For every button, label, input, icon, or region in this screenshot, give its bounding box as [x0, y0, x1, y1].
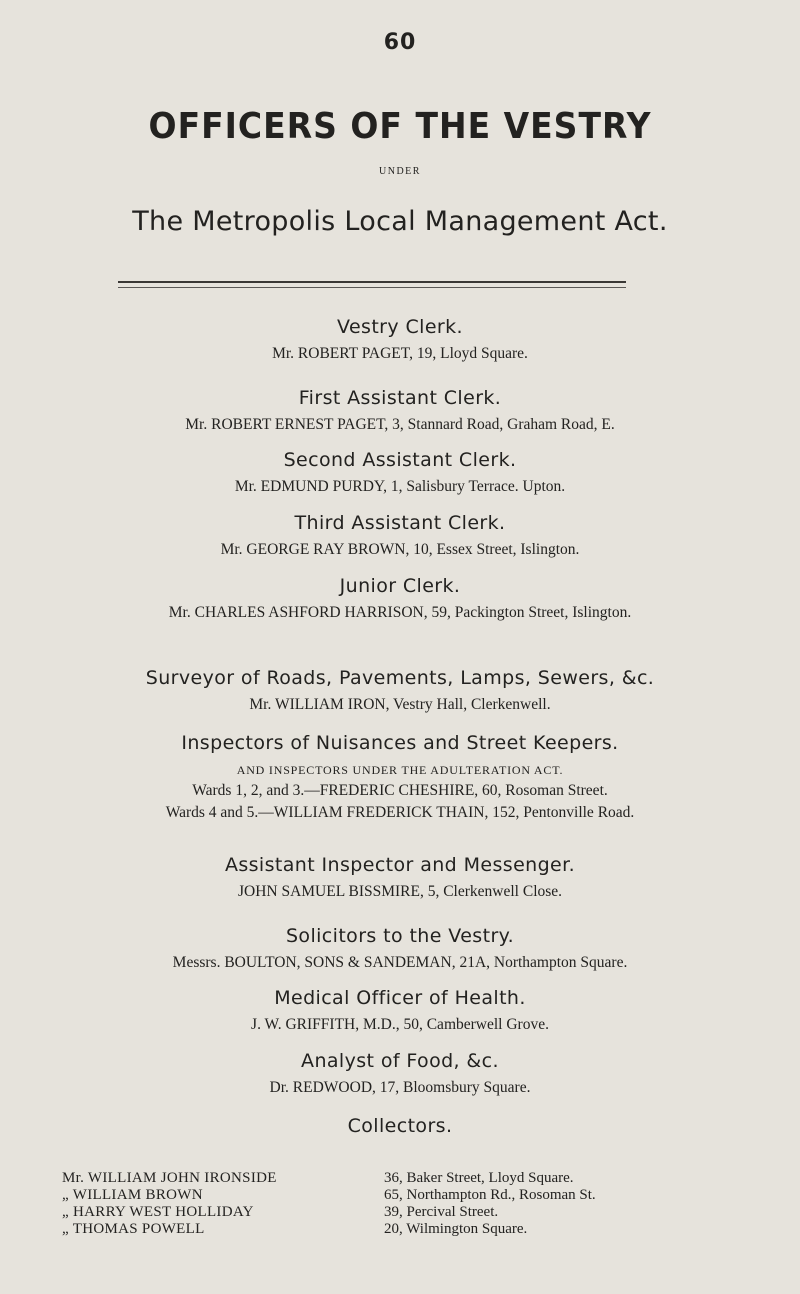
list-item: [62, 1204, 722, 1221]
section-assistant-inspector: [0, 853, 800, 902]
section-analyst: [0, 1049, 800, 1098]
section-entry: Mr. ROBERT ERNEST PAGET, 3, Stannard Road, Graham Road, E.: [185, 416, 615, 433]
section-entry: Mr. GEORGE RAY BROWN, 10, Essex Street, Islington.: [220, 541, 580, 558]
section-entry: Wards 4 and 5.—WILLIAM FREDERICK THAIN, 152, Pentonville Road.: [165, 804, 635, 821]
list-item: [62, 1187, 722, 1204]
section-entry: Mr. ROBERT PAGET, 19, Lloyd Square.: [272, 345, 528, 362]
section-surveyor: [0, 666, 800, 715]
section-heading: Assistant Inspector and Messenger.: [224, 854, 576, 876]
section-heading: Analyst of Food, &c.: [301, 1050, 499, 1072]
collector-address: 39, Percival Street.: [384, 1204, 499, 1220]
collector-address: 20, Wilmington Square.: [384, 1221, 528, 1237]
section-heading: Third Assistant Clerk.: [294, 512, 506, 534]
collector-address: 65, Northampton Rd., Rosoman St.: [384, 1187, 596, 1203]
section-entry: JOHN SAMUEL BISSMIRE, 5, Clerkenwell Close.: [237, 883, 563, 900]
collector-name: „ WILLIAM BROWN: [62, 1187, 203, 1203]
section-heading: Collectors.: [347, 1115, 453, 1137]
section-medical-officer: [0, 986, 800, 1035]
section-entry: Dr. REDWOOD, 17, Bloomsbury Square.: [269, 1079, 531, 1096]
page-number: 60: [383, 30, 417, 55]
section-heading: Medical Officer of Health.: [274, 987, 526, 1009]
section-inspectors: [0, 731, 800, 823]
section-second-assistant-clerk: [0, 448, 800, 497]
section-entry: Mr. EDMUND PURDY, 1, Salisbury Terrace. Upton.: [234, 478, 566, 495]
section-entry: Messrs. BOULTON, SONS & SANDEMAN, 21A, Northampton Square.: [172, 954, 628, 971]
list-item: [62, 1170, 722, 1187]
section-heading: Solicitors to the Vestry.: [285, 925, 515, 947]
section-heading: Vestry Clerk.: [337, 316, 463, 338]
section-subheading: AND INSPECTORS UNDER THE ADULTERATION ACT.: [236, 763, 564, 777]
list-item: [62, 1221, 722, 1238]
section-entry: Mr. CHARLES ASHFORD HARRISON, 59, Packington Street, Islington.: [168, 604, 632, 621]
section-junior-clerk: [0, 574, 800, 623]
collector-name: „ HARRY WEST HOLLIDAY: [62, 1204, 254, 1220]
page-title: OFFICERS OF THE VESTRY: [148, 104, 652, 147]
section-heading: Junior Clerk.: [339, 575, 461, 597]
section-solicitors: [0, 924, 800, 973]
section-entry: Wards 1, 2, and 3.—FREDERIC CHESHIRE, 60, Rosoman Street.: [192, 782, 608, 799]
collector-address: 36, Baker Street, Lloyd Square.: [384, 1170, 574, 1186]
section-vestry-clerk: [0, 315, 800, 364]
title-divider: [118, 281, 626, 288]
section-heading: Surveyor of Roads, Pavements, Lamps, Sewers, &c.: [145, 667, 655, 689]
section-heading: First Assistant Clerk.: [298, 387, 502, 409]
section-collectors: [0, 1114, 800, 1138]
collector-name: Mr. WILLIAM JOHN IRONSIDE: [62, 1170, 277, 1186]
collector-name: „ THOMAS POWELL: [62, 1221, 205, 1237]
under-label: UNDER: [379, 166, 421, 177]
section-entry: Mr. WILLIAM IRON, Vestry Hall, Clerkenwell.: [249, 696, 551, 713]
section-heading: Second Assistant Clerk.: [283, 449, 517, 471]
collectors-table: [62, 1170, 722, 1238]
section-heading: Inspectors of Nuisances and Street Keepers.: [181, 732, 619, 754]
section-third-assistant-clerk: [0, 511, 800, 560]
section-first-assistant-clerk: [0, 386, 800, 435]
section-entry: J. W. GRIFFITH, M.D., 50, Camberwell Grove.: [251, 1016, 549, 1033]
page-subtitle: The Metropolis Local Management Act.: [132, 206, 668, 237]
